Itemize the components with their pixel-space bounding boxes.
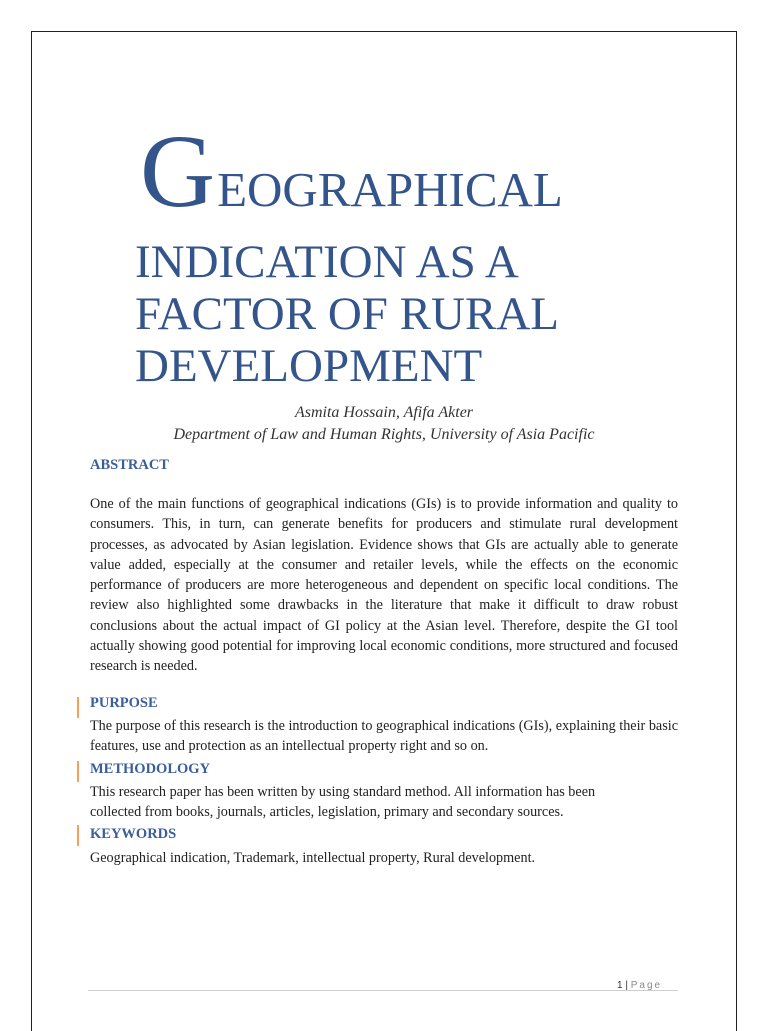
page-label: Page — [630, 980, 663, 991]
keywords-heading: KEYWORDS — [90, 826, 177, 842]
methodology-line: collected from books, journals, articles, legislation, primary and secondary sources. — [90, 804, 564, 821]
abstract-heading: ABSTRACT — [90, 457, 169, 473]
title-drop-cap: G — [140, 114, 216, 229]
footer-divider — [88, 990, 678, 991]
author-affiliation: Department of Law and Human Rights, University of Asia Pacific — [173, 426, 595, 443]
page-number: 1 — [617, 980, 623, 991]
purpose-heading: PURPOSE — [90, 695, 158, 711]
title-line: DEVELOPMENT — [135, 340, 483, 392]
keywords-marker — [77, 825, 79, 846]
title-first-word-rest: EOGRAPHICAL — [217, 162, 563, 217]
title-line: FACTOR OF RURAL — [135, 288, 559, 340]
purpose-text: The purpose of this research is the introduction to geographical indications (GIs), explaining their basic features, use and protection as an intellectual property right and so on. — [90, 718, 678, 755]
keywords-text: Geographical indication, Trademark, intellectual property, Rural development. — [90, 850, 536, 866]
author-names: Asmita Hossain, Afifa Akter — [294, 404, 474, 421]
methodology-heading: METHODOLOGY — [90, 761, 211, 777]
title-first-line — [140, 114, 563, 229]
abstract-text: One of the main functions of geographical indications (GIs) is to provide information and quality to consumers. This, in turn, can generate benefits for producers and stimulate rural development processes, as advocated by Asian legislation. Evidence shows that GIs are actually able to generate value added, especially at the consumer and retailer levels, while the effects on the economic performance of producers are more heterogeneous and dependent on specific local conditions. The review also highlighted some drawbacks in the literature that make it difficult to draw robust conclusions about the actual impact of GI policy at the Asian level. Therefore, despite the GI tool actually showing good potential for improving local economic conditions, more structured and focused research is needed. — [90, 496, 678, 675]
page-footer — [617, 980, 662, 991]
methodology-line: This research paper has been written by using standard method. All information has been — [90, 784, 596, 800]
methodology-marker — [77, 761, 79, 782]
methodology-text — [90, 782, 678, 823]
author-block — [0, 402, 768, 446]
title-continuation — [135, 236, 559, 392]
footer-separator: | — [625, 980, 628, 991]
title-line: INDICATION AS A — [135, 236, 519, 288]
purpose-marker — [77, 697, 79, 718]
